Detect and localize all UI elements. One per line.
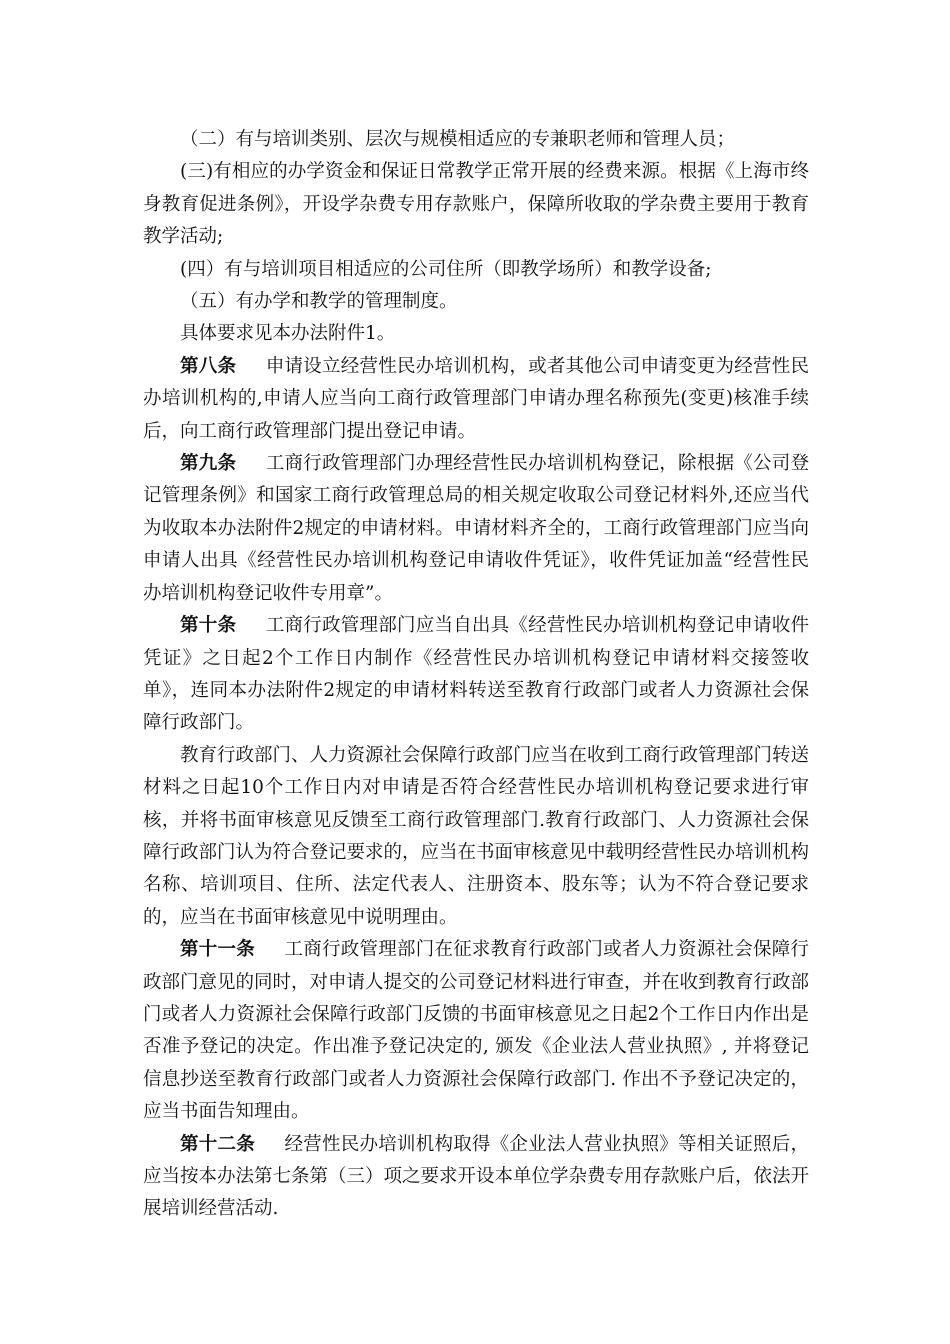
article-10 (143, 610, 809, 740)
article-8-heading: 第八条 (180, 355, 237, 377)
clause-5: （五）有办学和教学的管理制度。 (180, 291, 458, 313)
article-10-heading: 第十条 (180, 615, 237, 637)
article-10-paragraph-2: 教育行政部门、人力资源社会保障行政部门应当在收到工商行政管理部门转送材料之日起10个工作日内对申请是否符合经营性民办培训机构登记要求进行审核，并将书面审核意见反馈至工商行政管理部门.教育行政部门、人力资源社会保障行政部门认为符合登记要求的，应当在书面审核意见中载明经营性民办培训机构名称、培训项目、住所、法定代表人、注册资本、股东等；认为不符合登记要求的，应当在书面审核意见中说明理由。 (143, 744, 810, 928)
article-12-text: 经营性民办培训机构取得《企业法人营业执照》等相关证照后，应当按本办法第七条第（三）项之要求开设本单位学杂费专用存款账户后，依法开展培训经营活动. (143, 1133, 810, 1220)
document-page (143, 124, 809, 1226)
article-11 (143, 934, 809, 1128)
article-11-heading: 第十一条 (180, 939, 255, 961)
article-9-text: 工商行政管理部门办理经营性民办培训机构登记，除根据《公司登记管理条例》和国家工商行政管理总局的相关规定收取公司登记材料外,还应当代为收取本办法附件2规定的申请材料。申请材料齐全的，工商行政管理部门应当向申请人出具《经营性民办培训机构登记申请收件凭证》，收件凭证加盖“经营性民办培训机构登记收件专用章”。 (143, 453, 809, 604)
annex-note: 具体要求见本办法附件1。 (180, 323, 396, 345)
clause-3: (三)有相应的办学资金和保证日常教学正常开展的经费来源。根据《上海市终身教育促进条例》，开设学杂费专用存款账户，保障所收取的学杂费主要用于教育教学活动; (143, 161, 809, 248)
article-8 (143, 351, 809, 448)
article-12 (143, 1129, 809, 1226)
article-11-text: 工商行政管理部门在征求教育行政部门或者人力资源社会保障行政部门意见的同时，对申请人提交的公司登记材料进行审查，并在收到教育行政部门或者人力资源社会保障行政部门反馈的书面审核意见之日起2个工作日内作出是否准予登记的决定。作出准予登记决定的, 颁发《企业法人营业执照》, 并将登记信息抄送至教育行政部门或者人力资源社会保障行政部门. 作出不予登记决定的，应当书面告知理由。 (143, 939, 810, 1123)
clause-4: (四）有与培训项目相适应的公司住所（即教学场所）和教学设备; (180, 258, 712, 280)
article-12-heading: 第十二条 (180, 1133, 255, 1155)
article-8-text: 申请设立经营性民办培训机构，或者其他公司申请变更为经营性民办培训机构的,申请人应当向工商行政管理部门申请办理名称预先(变更)核准手续后，向工商行政管理部门提出登记申请。 (143, 355, 809, 442)
clause-2: （二）有与培训类别、层次与规模相适应的专兼职老师和管理人员； (180, 129, 736, 150)
article-9-heading: 第九条 (180, 453, 237, 475)
article-9 (143, 448, 809, 610)
article-10-text: 工商行政管理部门应当自出具《经营性民办培训机构登记申请收件凭证》之日起2个工作日内制作《经营性民办培训机构登记申请材料交接签收单》，连同本办法附件2规定的申请材料转送至教育行政部门或者人力资源社会保障行政部门。 (143, 615, 809, 734)
